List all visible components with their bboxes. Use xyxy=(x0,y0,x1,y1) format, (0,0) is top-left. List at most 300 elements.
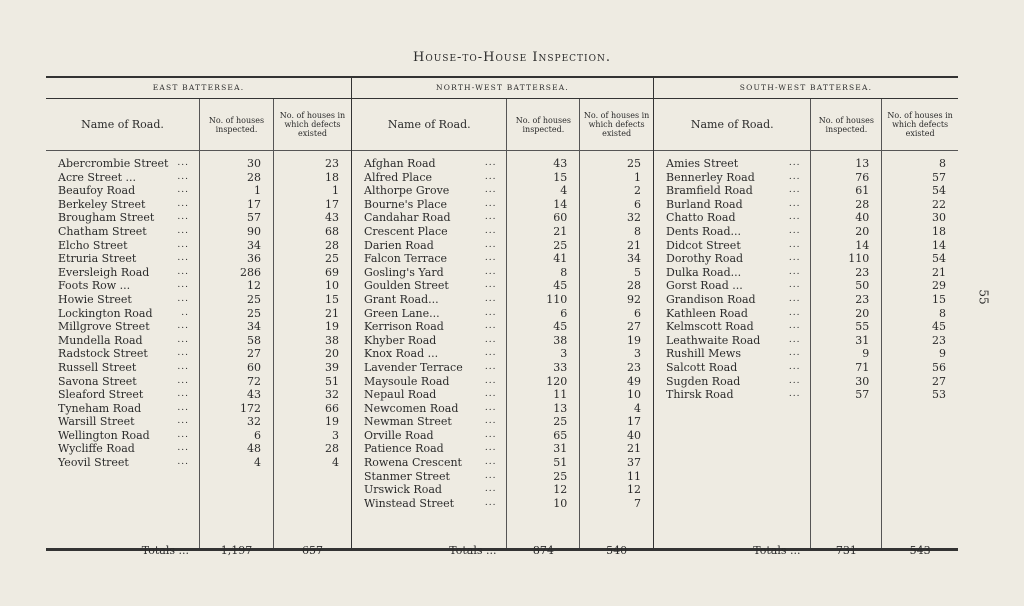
defects-count: 18 xyxy=(932,224,946,238)
defects-count: 10 xyxy=(627,388,641,402)
road-name xyxy=(46,361,199,375)
section-0 xyxy=(46,78,351,557)
leader-dots: ... xyxy=(484,470,497,481)
leader-dots: ... xyxy=(177,239,189,250)
leader-dots: ... xyxy=(484,402,497,413)
defects-count: 19 xyxy=(627,333,641,347)
defects-count: 30 xyxy=(932,211,946,225)
road-name xyxy=(46,429,199,443)
road-name xyxy=(46,388,199,402)
leader-dots: ... xyxy=(177,171,189,182)
defects-count: 21 xyxy=(627,238,641,252)
road-name xyxy=(46,347,199,361)
leader-dots: ... xyxy=(788,171,801,182)
road-name xyxy=(46,334,199,348)
totals-inspected: 731 xyxy=(835,544,857,557)
road-name-text: Brougham Street xyxy=(58,211,155,225)
column-road xyxy=(654,99,810,557)
defects-count: 22 xyxy=(932,197,946,211)
column-inspected xyxy=(199,99,273,557)
defects-count: 17 xyxy=(627,415,641,429)
road-name-text: Howie Street xyxy=(58,292,132,306)
defects-count: 27 xyxy=(932,374,946,388)
inspected-count: 20 xyxy=(855,224,870,238)
inspected-count: 57 xyxy=(855,388,870,402)
defects-count: 66 xyxy=(325,401,339,415)
defects-count: 8 xyxy=(939,306,946,320)
defects-count: 25 xyxy=(325,252,339,266)
road-name xyxy=(46,225,199,239)
road-name xyxy=(352,239,506,253)
inspected-count: 30 xyxy=(247,157,261,170)
leader-dots: ... xyxy=(177,266,189,277)
leader-dots: ... xyxy=(177,158,189,168)
defects-count: 37 xyxy=(627,456,641,470)
inspected-count: 33 xyxy=(553,360,568,374)
road-name xyxy=(654,347,810,361)
column-defects xyxy=(273,99,351,557)
inspected-count: 1 xyxy=(254,184,261,198)
road-name xyxy=(352,225,506,239)
road-name-text: Didcot Street xyxy=(666,238,741,252)
road-name xyxy=(654,225,810,239)
inspected-count: 4 xyxy=(254,456,261,470)
leader-dots: ... xyxy=(177,348,189,359)
leader-dots: ... xyxy=(484,266,497,277)
defects-count: 43 xyxy=(325,211,339,225)
defects-count: 21 xyxy=(627,442,641,456)
road-name-text: Kerrison Road xyxy=(364,320,444,334)
leader-dots: .. xyxy=(181,307,189,318)
road-name-text: Eversleigh Road xyxy=(58,265,150,279)
road-name-text: Russell Street xyxy=(58,360,137,374)
defects-count: 17 xyxy=(325,197,339,211)
column-road xyxy=(352,99,506,557)
road-name-text: Grant Road... xyxy=(364,292,439,306)
column-defects xyxy=(881,99,958,557)
defects-count: 23 xyxy=(932,333,946,347)
road-name xyxy=(654,266,810,280)
road-name xyxy=(352,388,506,402)
leader-dots: ... xyxy=(484,280,497,291)
leader-dots: ... xyxy=(484,429,497,440)
road-name xyxy=(46,171,199,185)
leader-dots: ... xyxy=(177,402,189,413)
road-name-text: Rowena Crescent xyxy=(364,456,462,470)
road-name xyxy=(654,184,810,198)
leader-dots: ... xyxy=(788,334,801,345)
leader-dots: ... xyxy=(177,443,189,454)
inspected-count: 9 xyxy=(862,347,870,361)
road-name-text: Salcott Road xyxy=(666,360,738,374)
road-name-text: Wellington Road xyxy=(58,428,150,442)
leader-dots: ... xyxy=(484,293,497,304)
column-header-defects: No. of houses in which defects existed xyxy=(274,99,351,151)
road-name-text: Urswick Road xyxy=(364,483,442,497)
defects-count: 32 xyxy=(325,388,339,402)
leader-dots: ... xyxy=(788,307,801,318)
road-name-text: Sleaford Street xyxy=(58,388,144,402)
inspected-count: 6 xyxy=(254,428,261,442)
road-name xyxy=(46,456,199,470)
road-name-text: Warsill Street xyxy=(58,415,135,429)
leader-dots: ... xyxy=(484,416,497,427)
inspected-count: 172 xyxy=(240,401,261,415)
road-name xyxy=(352,266,506,280)
inspected-count: 14 xyxy=(553,197,568,211)
inspection-table xyxy=(46,76,958,557)
road-name xyxy=(352,402,506,416)
column-defects xyxy=(579,99,653,557)
road-name xyxy=(352,442,506,456)
leader-dots: ... xyxy=(484,158,497,168)
road-name-text: Lockington Road xyxy=(58,306,153,320)
defects-count: 28 xyxy=(325,238,339,252)
road-name-text: Savona Street xyxy=(58,374,137,388)
road-name xyxy=(46,198,199,212)
road-name-text: Kathleen Road xyxy=(666,306,748,320)
defects-count: 6 xyxy=(634,306,641,320)
inspected-count: 110 xyxy=(848,252,870,266)
leader-dots: ... xyxy=(177,321,189,332)
road-name xyxy=(352,293,506,307)
inspected-count: 12 xyxy=(247,279,261,293)
inspected-count: 65 xyxy=(553,428,568,442)
road-name xyxy=(654,279,810,293)
defects-count: 3 xyxy=(634,347,641,361)
road-name xyxy=(654,293,810,307)
leader-dots: ... xyxy=(177,375,189,386)
road-name xyxy=(352,375,506,389)
leader-dots: ... xyxy=(484,334,497,345)
leader-dots: ... xyxy=(788,212,801,223)
inspected-count: 60 xyxy=(553,211,568,225)
defects-count: 11 xyxy=(627,469,641,483)
defects-count: 18 xyxy=(325,170,339,184)
road-name-text: Kelmscott Road xyxy=(666,320,754,334)
defects-count: 7 xyxy=(634,496,641,510)
inspected-count: 57 xyxy=(247,211,261,225)
leader-dots: ... xyxy=(788,348,801,359)
leader-dots: ... xyxy=(484,457,497,468)
inspected-count: 55 xyxy=(855,320,870,334)
inspected-count: 43 xyxy=(553,157,568,170)
inspected-count: 71 xyxy=(855,360,870,374)
leader-dots: ... xyxy=(484,171,497,182)
inspected-count: 17 xyxy=(247,197,261,211)
road-name xyxy=(352,429,506,443)
leader-dots: ... xyxy=(788,253,801,264)
road-name-text: Yeovil Street xyxy=(58,456,129,470)
defects-count: 8 xyxy=(939,157,946,170)
inspected-count: 286 xyxy=(240,265,261,279)
defects-count: 34 xyxy=(627,252,641,266)
defects-count: 27 xyxy=(627,320,641,334)
road-name-text: Beaufoy Road xyxy=(58,184,136,198)
road-name xyxy=(46,402,199,416)
inspected-count: 12 xyxy=(553,483,568,497)
inspected-count: 58 xyxy=(247,333,261,347)
inspected-count: 45 xyxy=(553,279,568,293)
defects-count: 21 xyxy=(932,265,946,279)
column-header-inspected: No. of houses inspected. xyxy=(200,99,273,151)
inspected-count: 13 xyxy=(553,401,568,415)
defects-count: 23 xyxy=(627,360,641,374)
defects-count: 38 xyxy=(325,333,339,347)
defects-count: 2 xyxy=(634,184,641,198)
defects-count: 6 xyxy=(634,197,641,211)
inspected-count: 60 xyxy=(247,360,261,374)
road-name-text: Crescent Place xyxy=(364,224,448,238)
road-name xyxy=(352,211,506,225)
road-name-text: Radstock Street xyxy=(58,347,148,361)
inspected-count: 32 xyxy=(247,415,261,429)
inspected-count: 36 xyxy=(247,252,261,266)
inspected-count: 27 xyxy=(247,347,261,361)
inspected-count: 3 xyxy=(560,347,568,361)
road-name-text: Amies Street xyxy=(666,157,739,170)
road-name xyxy=(46,375,199,389)
road-name xyxy=(46,184,199,198)
defects-count: 51 xyxy=(325,374,339,388)
defects-count: 92 xyxy=(627,292,641,306)
defects-count: 25 xyxy=(627,157,641,170)
road-name-text: Orville Road xyxy=(364,428,434,442)
defects-count: 1 xyxy=(332,184,339,198)
road-name-text: Abercrombie Street xyxy=(58,157,169,170)
road-name xyxy=(352,198,506,212)
inspected-count: 76 xyxy=(855,170,870,184)
road-name-text: Leathwaite Road xyxy=(666,333,761,347)
column-header-inspected: No. of houses inspected. xyxy=(507,99,579,151)
defects-count: 12 xyxy=(627,483,641,497)
inspected-count: 48 xyxy=(247,442,261,456)
inspected-count: 61 xyxy=(855,184,870,198)
defects-count: 9 xyxy=(939,347,946,361)
road-name xyxy=(352,334,506,348)
defects-count: 15 xyxy=(325,292,339,306)
inspected-count: 72 xyxy=(247,374,261,388)
leader-dots: ... xyxy=(484,321,497,332)
road-name-text: Chatham Street xyxy=(58,224,147,238)
road-name-text: Foots Row ... xyxy=(58,279,131,293)
inspected-count: 34 xyxy=(247,320,261,334)
leader-dots: ... xyxy=(177,185,189,196)
page-title: House-to-House Inspection. xyxy=(412,50,611,65)
road-name xyxy=(654,334,810,348)
totals-label: Totals ... xyxy=(449,544,497,557)
inspected-count: 8 xyxy=(560,265,568,279)
inspected-count: 34 xyxy=(247,238,261,252)
road-name xyxy=(352,456,506,470)
column-inspected xyxy=(506,99,579,557)
column-header-defects: No. of houses in which defects existed xyxy=(882,99,958,151)
road-name-text: Candahar Road xyxy=(364,211,451,225)
leader-dots: ... xyxy=(177,429,189,440)
defects-count: 19 xyxy=(325,320,339,334)
leader-dots: ... xyxy=(788,321,801,332)
inspected-count: 25 xyxy=(553,415,568,429)
road-name-text: Bennerley Road xyxy=(666,170,755,184)
road-name xyxy=(46,415,199,429)
inspected-count: 25 xyxy=(247,306,261,320)
road-name-text: Acre Street ... xyxy=(58,170,137,184)
section-heading: SOUTH-WEST BATTERSEA. xyxy=(654,78,958,99)
road-name-text: Mundella Road xyxy=(58,333,143,347)
defects-count: 23 xyxy=(325,157,339,170)
leader-dots: ... xyxy=(788,239,801,250)
defects-count: 49 xyxy=(627,374,641,388)
road-name-text: Knox Road ... xyxy=(364,347,439,361)
inspected-count: 23 xyxy=(855,292,870,306)
road-name-text: Nepaul Road xyxy=(364,388,437,402)
road-name-text: Bramfield Road xyxy=(666,184,753,198)
road-name xyxy=(46,252,199,266)
leader-dots: ... xyxy=(177,198,189,209)
leader-dots: ... xyxy=(177,280,189,291)
defects-count: 15 xyxy=(932,292,946,306)
leader-dots: ... xyxy=(177,389,189,400)
road-name-text: Gorst Road ... xyxy=(666,279,743,293)
inspected-count: 23 xyxy=(855,265,870,279)
defects-count: 39 xyxy=(325,360,339,374)
road-name-text: Etruria Street xyxy=(58,252,137,266)
defects-count: 5 xyxy=(634,265,641,279)
defects-count: 20 xyxy=(325,347,339,361)
inspected-count: 28 xyxy=(247,170,261,184)
column-header-inspected: No. of houses inspected. xyxy=(811,99,881,151)
road-name xyxy=(46,157,199,171)
column-header-defects: No. of houses in which defects existed xyxy=(580,99,653,151)
inspected-count: 14 xyxy=(855,238,870,252)
leader-dots: ... xyxy=(788,375,801,386)
defects-count: 28 xyxy=(627,279,641,293)
road-name xyxy=(654,198,810,212)
leader-dots: ... xyxy=(484,185,497,196)
road-name-text: Newcomen Road xyxy=(364,401,459,415)
section-heading: NORTH-WEST BATTERSEA. xyxy=(352,78,653,99)
defects-count: 56 xyxy=(932,360,946,374)
road-name xyxy=(654,388,810,402)
inspected-count: 43 xyxy=(247,388,261,402)
road-name xyxy=(46,293,199,307)
road-name-text: Althorpe Grove xyxy=(364,184,450,198)
inspected-count: 50 xyxy=(855,279,870,293)
road-name-text: Khyber Road xyxy=(364,333,437,347)
section-heading: EAST BATTERSEA. xyxy=(46,78,351,99)
leader-dots: ... xyxy=(788,280,801,291)
defects-count: 21 xyxy=(325,306,339,320)
inspected-count: 30 xyxy=(855,374,870,388)
road-name-text: Lavender Terrace xyxy=(364,360,463,374)
road-name xyxy=(654,157,810,171)
inspected-count: 15 xyxy=(553,170,568,184)
column-header-road: Name of Road. xyxy=(352,99,506,151)
inspected-count: 6 xyxy=(560,306,568,320)
column-road xyxy=(46,99,199,557)
leader-dots: ... xyxy=(484,307,497,318)
leader-dots: ... xyxy=(484,497,497,508)
leader-dots: ... xyxy=(484,198,497,209)
column-inspected xyxy=(810,99,881,557)
totals-defects: 540 xyxy=(606,544,628,557)
road-name-text: Stanmer Street xyxy=(364,469,450,483)
inspected-count: 13 xyxy=(855,157,870,170)
leader-dots: ... xyxy=(484,239,497,250)
defects-count: 3 xyxy=(332,428,339,442)
defects-count: 1 xyxy=(634,170,641,184)
inspected-count: 41 xyxy=(553,252,568,266)
road-name xyxy=(352,279,506,293)
inspected-count: 31 xyxy=(855,333,870,347)
defects-count: 29 xyxy=(932,279,946,293)
road-name-text: Elcho Street xyxy=(58,238,128,252)
road-name xyxy=(654,239,810,253)
inspected-count: 11 xyxy=(553,388,568,402)
road-name xyxy=(352,415,506,429)
inspected-count: 38 xyxy=(553,333,568,347)
road-name xyxy=(654,307,810,321)
leader-dots: ... xyxy=(177,416,189,427)
inspected-count: 25 xyxy=(247,292,261,306)
road-name-text: Wycliffe Road xyxy=(58,442,135,456)
leader-dots: ... xyxy=(484,361,497,372)
defects-count: 4 xyxy=(332,456,339,470)
leader-dots: ... xyxy=(177,334,189,345)
road-name xyxy=(654,375,810,389)
defects-count: 68 xyxy=(325,224,339,238)
road-name-text: Gosling's Yard xyxy=(364,265,444,279)
defects-count: 54 xyxy=(932,184,946,198)
road-name-text: Dents Road... xyxy=(666,224,741,238)
defects-count: 57 xyxy=(932,170,946,184)
road-name xyxy=(46,307,199,321)
totals-inspected: 1,197 xyxy=(220,544,253,557)
road-name-text: Berkeley Street xyxy=(58,197,146,211)
road-name-text: Millgrove Street xyxy=(58,320,150,334)
inspected-count: 25 xyxy=(553,469,568,483)
leader-dots: ... xyxy=(788,185,801,196)
section-1 xyxy=(351,78,653,557)
leader-dots: ... xyxy=(788,389,801,400)
leader-dots: ... xyxy=(484,225,497,236)
road-name xyxy=(46,320,199,334)
road-name-text: Rushill Mews xyxy=(666,347,741,361)
inspected-count: 31 xyxy=(553,442,568,456)
leader-dots: ... xyxy=(177,212,189,223)
road-name xyxy=(654,320,810,334)
road-name xyxy=(352,320,506,334)
road-name-text: Thirsk Road xyxy=(666,388,734,402)
road-name xyxy=(352,171,506,185)
road-name-text: Alfred Place xyxy=(364,170,432,184)
leader-dots: ... xyxy=(484,348,497,359)
section-2 xyxy=(653,78,958,557)
road-name xyxy=(352,252,506,266)
totals-label: Totals ... xyxy=(753,544,801,557)
page-number: 55 xyxy=(976,289,991,305)
road-name xyxy=(352,470,506,484)
inspected-count: 20 xyxy=(855,306,870,320)
leader-dots: ... xyxy=(484,484,497,495)
road-name-text: Afghan Road xyxy=(364,157,436,170)
defects-count: 54 xyxy=(932,252,946,266)
leader-dots: ... xyxy=(177,361,189,372)
road-name xyxy=(654,252,810,266)
road-name-text: Tyneham Road xyxy=(58,401,142,415)
leader-dots: ... xyxy=(484,375,497,386)
leader-dots: ... xyxy=(177,253,189,264)
